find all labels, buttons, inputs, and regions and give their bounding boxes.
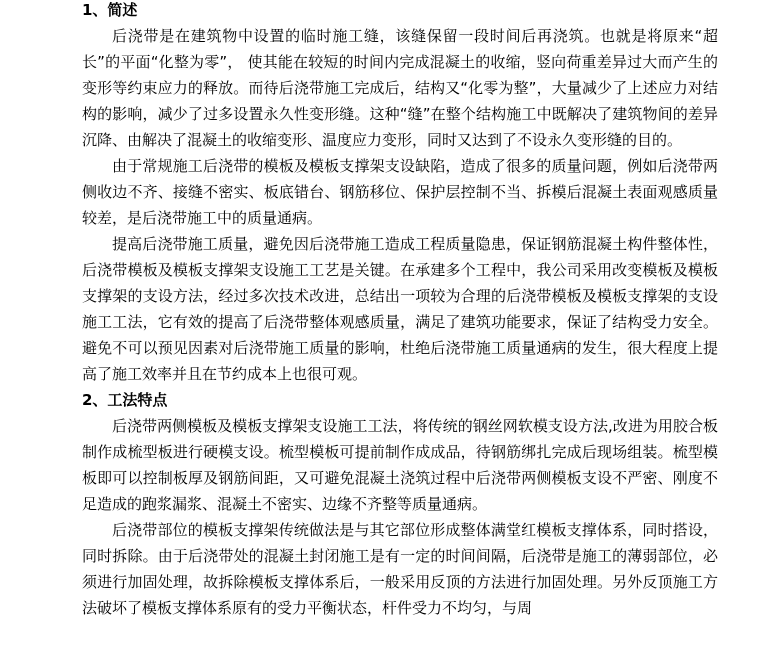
paragraph-overview-2: 由于常规施工后浇带的模板及模板支撑架支设缺陷，造成了很多的质量问题，例如后浇带两侧收边不齐、接缝不密实、板底错台、钢筋移位、保护层控制不当、拆模后混凝土表面观感质量较差，是后浇带施工中的质量通病。 bbox=[82, 157, 718, 227]
paragraph-overview-3: 提高后浇带施工质量，避免因后浇带施工造成工程质量隐患，保证钢筋混凝土构件整体性，后浇带模板及模板支撑架支设施工工艺是关键。在承建多个工程中，我公司采用改变模板及模板支撑架的支设方法，经过多次技术改进，总结出一项较为合理的后浇带模板及模板支撑架的支设施工工法，它有效的提高了后浇带整体观感质量，满足了建筑功能要求，保证了结构受力安全。避免不可以预见因素对后浇带施工质量的影响，杜绝后浇带施工质量通病的发生，很大程度上提高了施工效率并且在节约成本上也很可观。 bbox=[82, 235, 718, 383]
section-heading-features: 2、工法特点 bbox=[82, 391, 168, 409]
paragraph-features-2: 后浇带部位的模板支撑架传统做法是与其它部位形成整体满堂红模板支撑体系，同时搭设，同时拆除。由于后浇带处的混凝土封闭施工是有一定的时间间隔，后浇带是施工的薄弱部位，必须进行加固处理，故拆除模板支撑体系后，一般采用反顶的方法进行加固处理。另外反顶施工方法破坏了模板支撑体系原有的受力平衡状态，杆件受力不均匀，与周 bbox=[82, 521, 718, 617]
section-heading-overview: 1、简述 bbox=[82, 1, 138, 19]
paragraph-overview-1: 后浇带是在建筑物中设置的临时施工缝，该缝保留一段时间后再浇筑。也就是将原来“超长”的平面“化整为零”， 使其能在较短的时间内完成混凝土的收缩，竖向荷重差异过大而产生的变形等约束应力的释放。而待后浇带施工完成后，结构又“化零为整”，大量减少了上述应力对结构的影响，减少了过多设置永久性变形缝。这种“缝”在整个结构施工中既解决了建筑物间的差异沉降、由解决了混凝土的收缩变形、温度应力变形，同时又达到了不设永久变形缝的目的。 bbox=[82, 27, 718, 149]
paragraph-features-1: 后浇带两侧模板及模板支撑架支设施工工法，将传统的钢丝网软模支设方法,改进为用胶合板制作成梳型板进行硬模支设。梳型模板可提前制作成成品，待钢筋绑扎完成后现场组装。梳型模板即可以控制板厚及钢筋间距，又可避免混凝土浇筑过程中后浇带两侧模板支设不严密、刚度不足造成的跑浆漏浆、混凝土不密实、边缘不齐整等质量通病。 bbox=[82, 417, 718, 513]
document-body bbox=[82, 0, 718, 621]
